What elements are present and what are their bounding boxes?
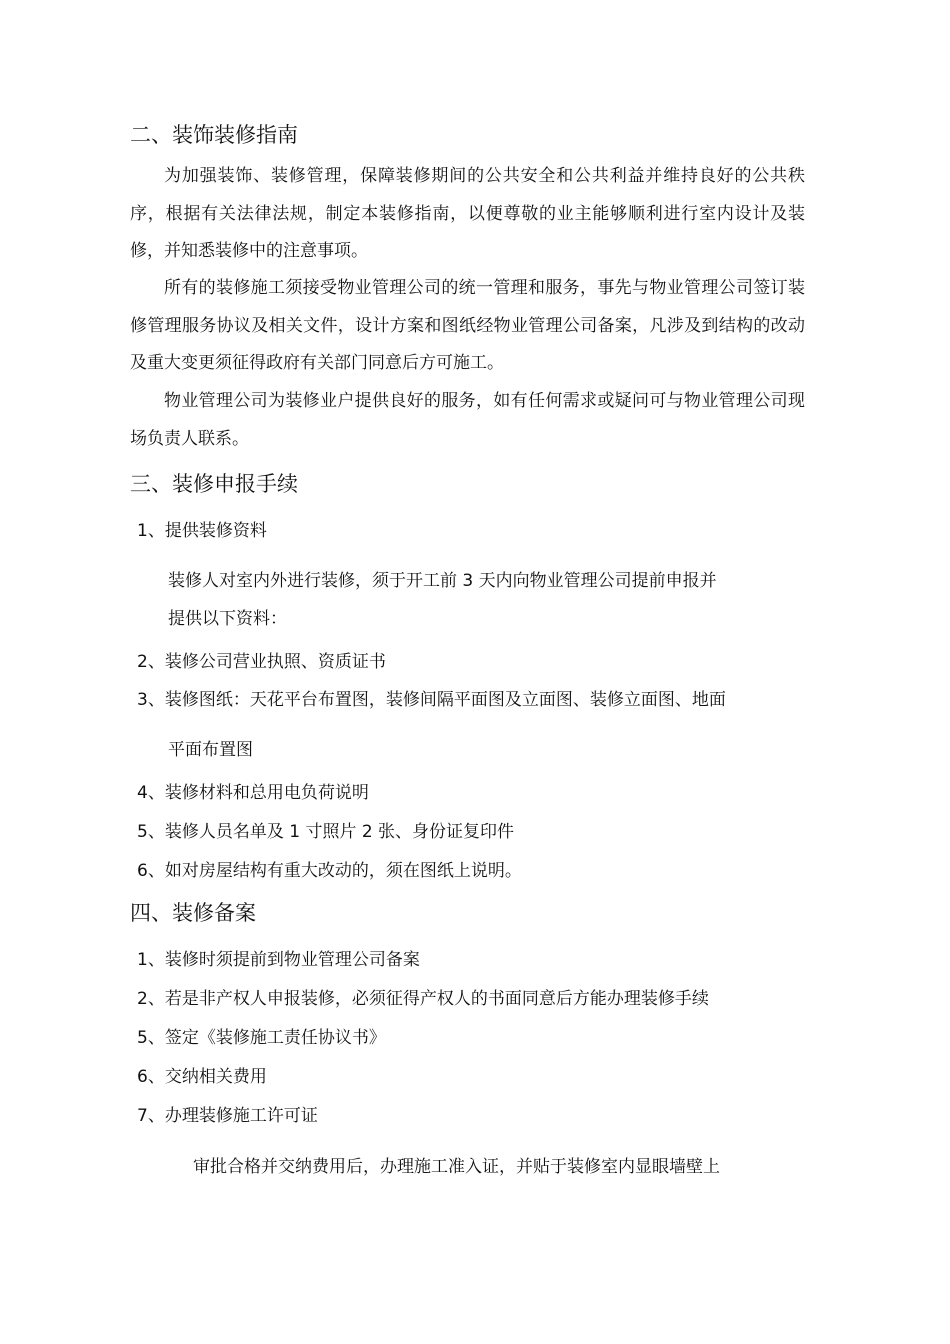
filing-item-7: 7、办理装修施工许可证 bbox=[137, 1106, 318, 1126]
guide-paragraph-3: 物业管理公司为装修业户提供良好的服务，如有任何需求或疑问可与物业管理公司现场负责人联系。 bbox=[130, 391, 805, 449]
filing-item-5: 5、签定《装修施工责任协议书》 bbox=[137, 1028, 386, 1048]
declaration-item-3-cont: 平面布置图 bbox=[168, 740, 253, 760]
declaration-item-6: 6、如对房屋结构有重大改动的，须在图纸上说明。 bbox=[137, 861, 522, 881]
filing-note: 审批合格并交纳费用后，办理施工准入证，并贴于装修室内显眼墙壁上 bbox=[193, 1157, 720, 1177]
declaration-item-1: 1、提供装修资料 bbox=[137, 521, 267, 541]
filing-item-2: 2、若是非产权人申报装修，必须征得产权人的书面同意后方能办理装修手续 bbox=[137, 989, 709, 1009]
guide-paragraph-1: 为加强装饰、装修管理，保障装修期间的公共安全和公共利益并维持良好的公共秩序，根据有关法律法规，制定本装修指南，以便尊敬的业主能够顺利进行室内设计及装修，并知悉装修中的注意事项。 bbox=[130, 166, 805, 261]
declaration-item-2: 2、装修公司营业执照、资质证书 bbox=[137, 652, 386, 672]
section-heading-guide: 二、装饰装修指南 bbox=[130, 123, 298, 147]
filing-item-1: 1、装修时须提前到物业管理公司备案 bbox=[137, 950, 420, 970]
declaration-item-1-desc-line-1: 装修人对室内外进行装修，须于开工前 3 天内向物业管理公司提前申报并 bbox=[168, 571, 717, 591]
declaration-item-5: 5、装修人员名单及 1 寸照片 2 张、身份证复印件 bbox=[137, 822, 515, 842]
declaration-item-3: 3、装修图纸：天花平台布置图，装修间隔平面图及立面图、装修立面图、地面 bbox=[137, 690, 726, 710]
declaration-item-4: 4、装修材料和总用电负荷说明 bbox=[137, 783, 369, 803]
guide-paragraph-2: 所有的装修施工须接受物业管理公司的统一管理和服务，事先与物业管理公司签订装修管理服务协议及相关文件，设计方案和图纸经物业管理公司备案，凡涉及到结构的改动及重大变更须征得政府有关部门同意后方可施工。 bbox=[130, 278, 805, 373]
section-heading-filing: 四、装修备案 bbox=[130, 901, 256, 925]
filing-item-6: 6、交纳相关费用 bbox=[137, 1067, 267, 1087]
declaration-item-1-desc-line-2: 提供以下资料： bbox=[168, 609, 287, 629]
section-heading-declaration: 三、装修申报手续 bbox=[130, 472, 298, 496]
